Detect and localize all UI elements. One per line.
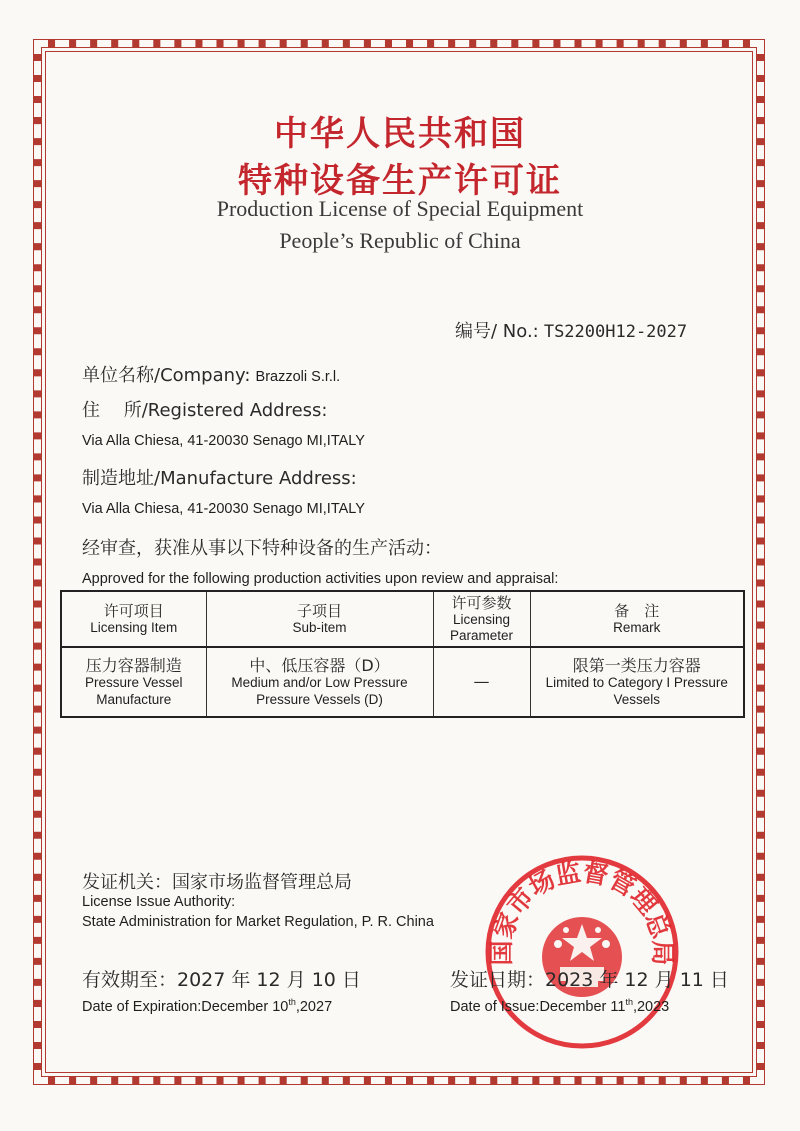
- table-row: [61, 647, 744, 717]
- authority-en-label: License Issue Authority:: [82, 894, 236, 910]
- issue-date-en: Date of Issue:December 11th,2023: [450, 997, 670, 1015]
- registered-address-label: 住 所/Registered Address:: [82, 400, 328, 421]
- company-value: Brazzoli S.r.l.: [255, 369, 341, 385]
- license-number: [455, 317, 687, 343]
- cell-licensing-item: 压力容器制造 Pressure Vessel Manufacture: [61, 647, 206, 717]
- title-cn-line2: 特种设备生产许可证: [238, 161, 562, 201]
- header-remark: 备 注 Remark: [530, 591, 744, 647]
- company-label: 单位名称/Company:: [82, 365, 251, 386]
- manufacture-address-value: Via Alla Chiesa, 41-20030 Senago MI,ITALY: [82, 501, 365, 517]
- approval-cn: 经审查，获准从事以下特种设备的生产活动：: [82, 538, 442, 559]
- table-header-row: [61, 591, 744, 647]
- seal-text: 国家市场监督管理总局: [486, 857, 678, 966]
- approval-en: Approved for the following production activities upon review and appraisal:: [82, 571, 559, 587]
- company-row: [82, 361, 340, 387]
- registered-address-value: Via Alla Chiesa, 41-20030 Senago MI,ITALY: [82, 433, 365, 449]
- license-table: [60, 590, 745, 718]
- issue-date-cn: 发证日期：2023 年 12 月 11 日: [450, 969, 729, 991]
- official-seal: [482, 852, 682, 1052]
- header-licensing-item: 许可项目 Licensing Item: [61, 591, 206, 647]
- cell-licensing-parameter: —: [433, 647, 530, 717]
- title-en-line2: People’s Republic of China: [279, 228, 521, 253]
- authority-en-value: State Administration for Market Regulation, P. R. China: [82, 914, 434, 930]
- cell-remark: 限第一类压力容器 Limited to Category I Pressure Vessels: [530, 647, 744, 717]
- title-en-line1: Production License of Special Equipment: [216, 196, 584, 221]
- manufacture-address-label: 制造地址/Manufacture Address:: [82, 468, 357, 489]
- cell-sub-item: 中、低压容器（D） Medium and/or Low Pressure Pressure Vessels (D): [206, 647, 433, 717]
- header-licensing-parameter: 许可参数 Licensing Parameter: [433, 591, 530, 647]
- license-number-label: 编号/ No.:: [455, 321, 539, 342]
- license-number-value: TS2200H12-2027: [543, 322, 688, 342]
- title-cn-line1: 中华人民共和国: [274, 114, 526, 154]
- expiration-date-cn: 有效期至：2027 年 12 月 10 日: [82, 969, 361, 991]
- expiration-date-en: Date of Expiration:December 10th,2027: [82, 997, 333, 1015]
- header-sub-item: 子项目 Sub-item: [206, 591, 433, 647]
- authority-cn: 发证机关：国家市场监督管理总局: [82, 872, 352, 893]
